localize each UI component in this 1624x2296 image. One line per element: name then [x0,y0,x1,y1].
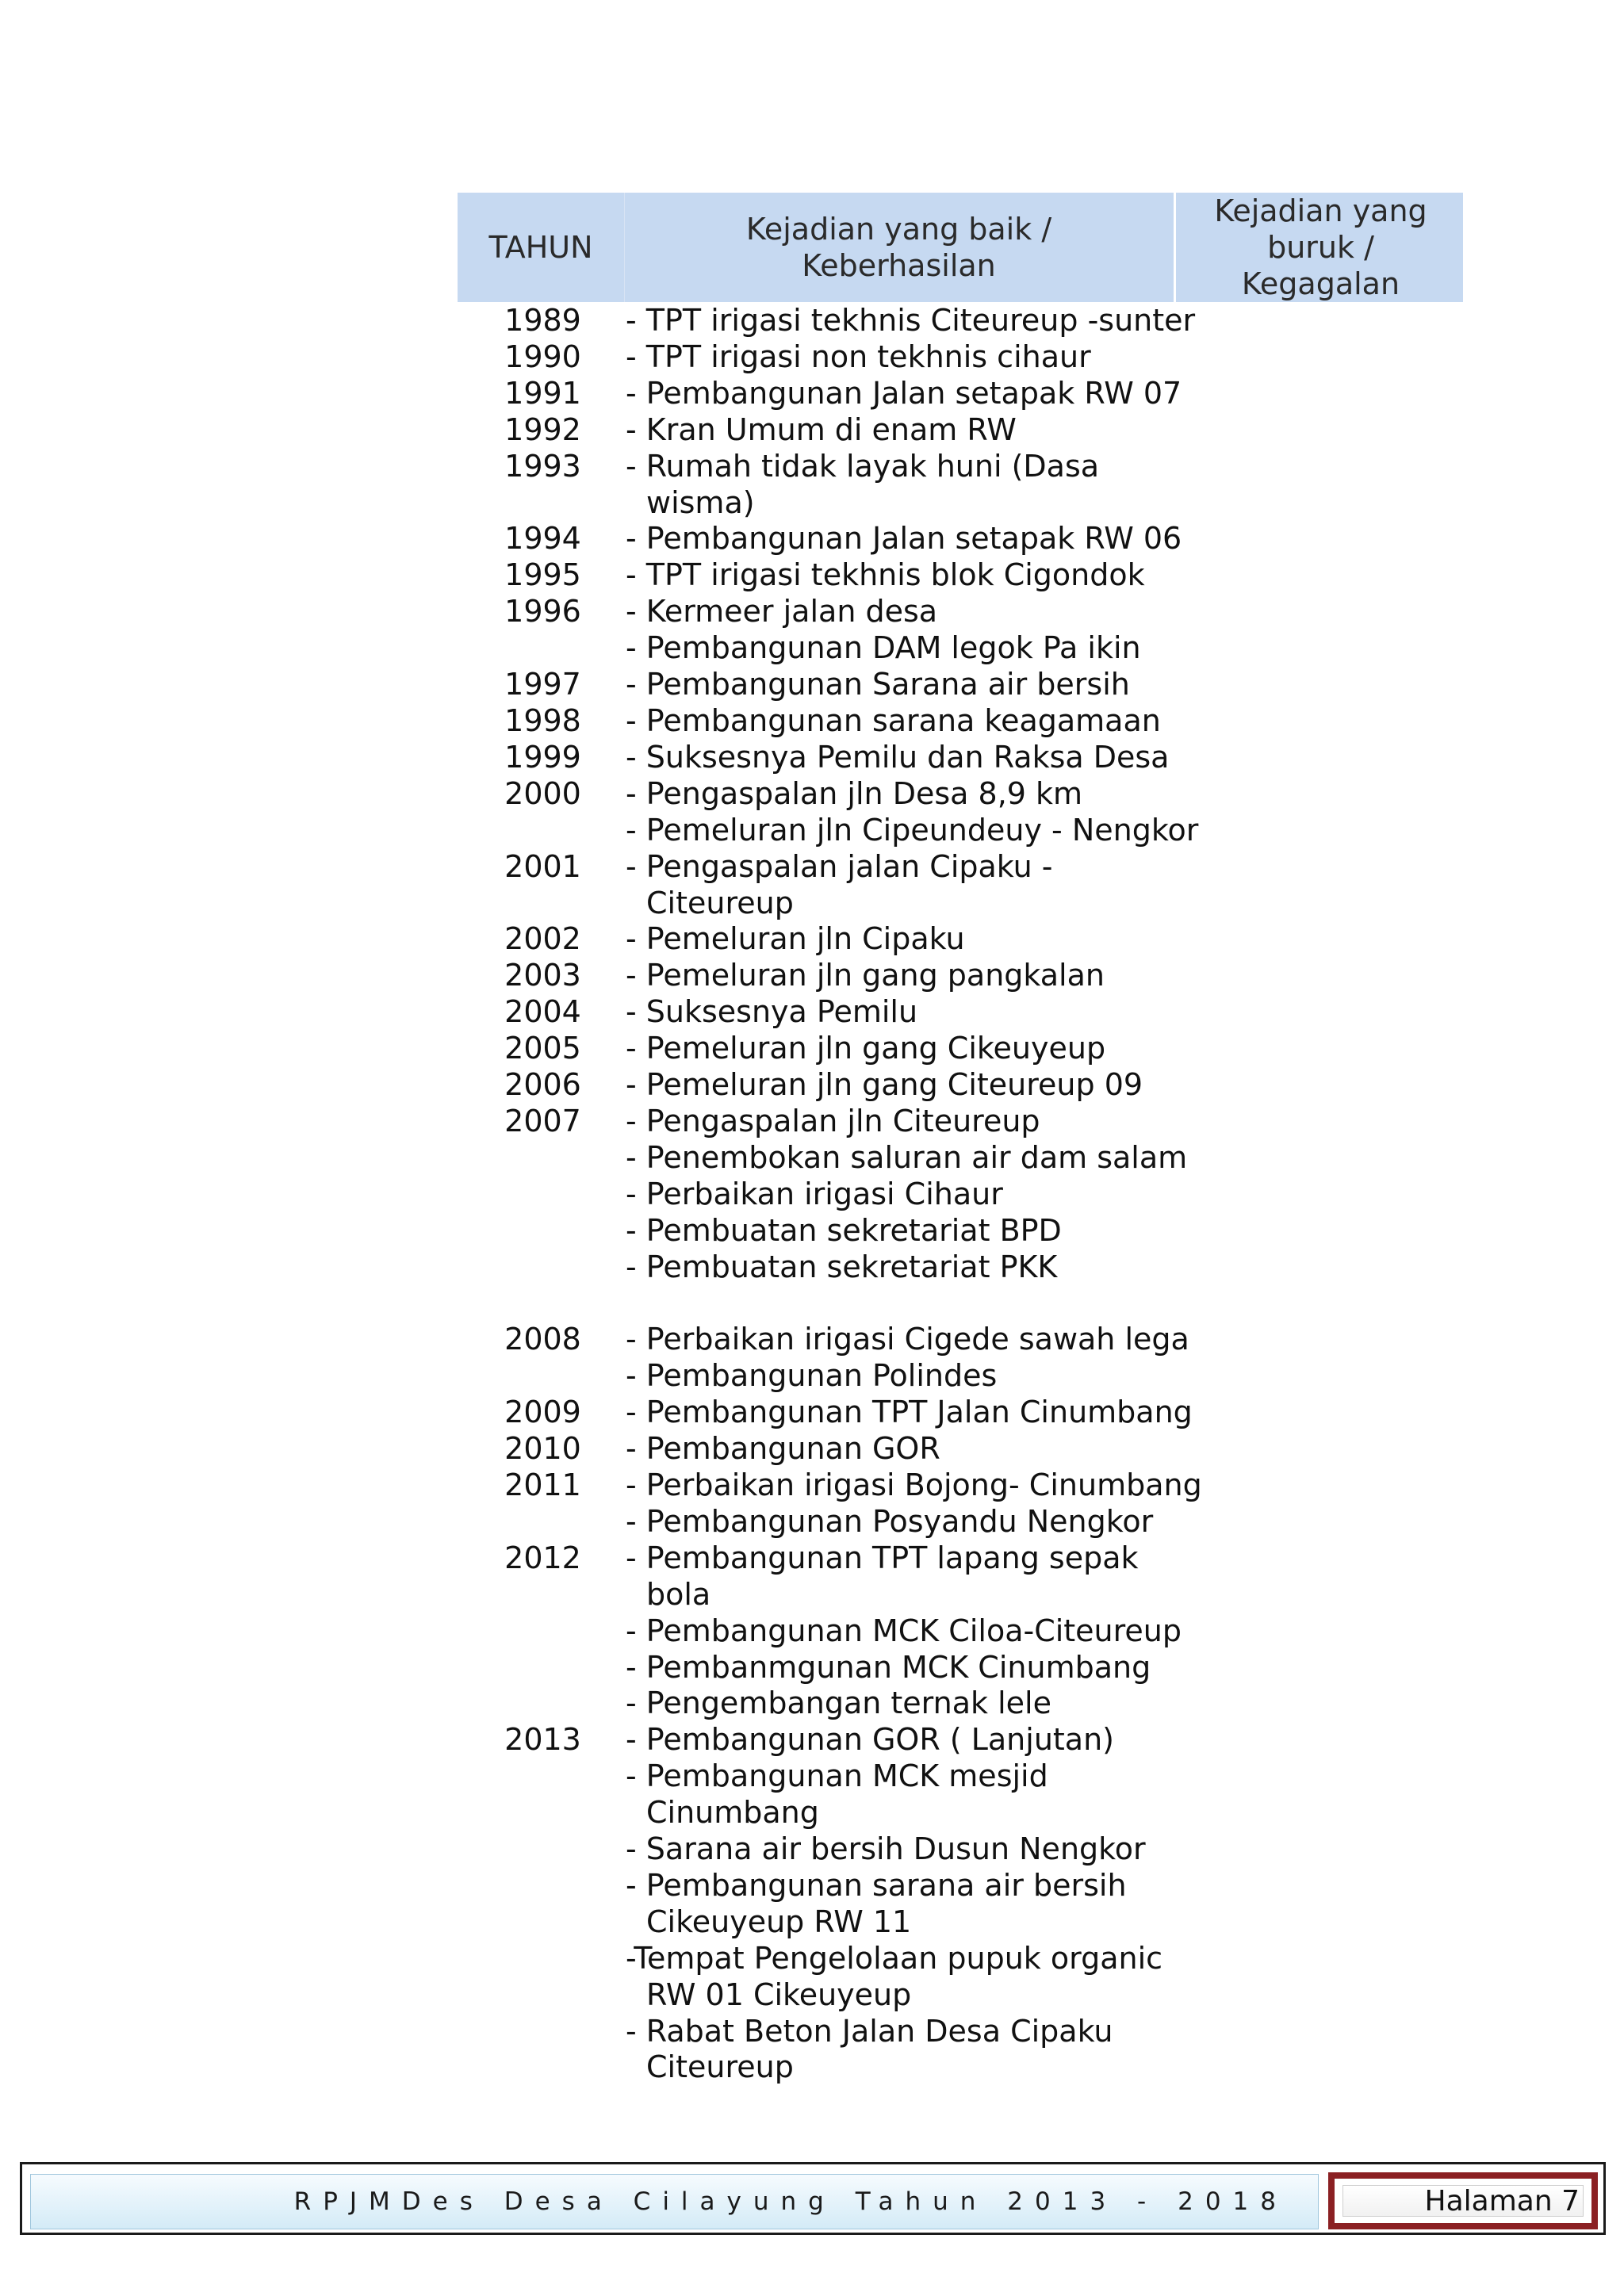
event-cell: - Pembangunan Jalan setapak RW 07 [626,375,1182,411]
document-title: RPJMDes Desa Cilayung Tahun 2013 - 2018 [30,2174,1319,2229]
event-cell: - Kran Umum di enam RW [626,411,1017,447]
table-row [458,412,1251,449]
event-cell: - Pengaspalan jln Citeureup [626,1103,1040,1138]
event-cell: - Perbaikan irigasi Cihaur [626,1176,1003,1211]
table-row [458,1468,1251,1504]
table-row [458,1868,1251,1941]
table-row [458,449,1251,522]
table-row [458,1358,1251,1395]
table-row [458,1031,1251,1067]
event-cell: - Pembangunan TPT lapang sepak bola [626,1540,1139,1612]
table-row [458,376,1251,412]
table-row [458,1285,1251,1322]
event-cell: - Suksesnya Pemilu dan Raksa Desa [626,739,1170,775]
event-cell: - TPT irigasi tekhnis Citeureup -sunter [626,303,1196,338]
table-row [458,958,1251,994]
event-cell: - Pembangunan Posyandu Nengkor [626,1503,1154,1539]
event-cell: - Pemeluran jln gang Citeureup 09 [626,1067,1143,1103]
table-row [458,521,1251,557]
table-row [458,776,1251,813]
year-cell: 1989 [504,303,581,338]
table-row [458,1213,1251,1249]
year-cell: 2004 [504,994,581,1030]
year-cell: 1996 [504,594,581,629]
table-row [458,2014,1251,2087]
event-cell: - Pembuatan sekretariat PKK [626,1249,1058,1284]
table-row [458,557,1251,594]
table-row [458,1104,1251,1140]
year-cell: 1993 [504,448,581,484]
year-cell: 2005 [504,1031,581,1066]
event-cell: - Rumah tidak layak huni (Dasa wisma) [626,448,1100,520]
table-row [458,703,1251,740]
year-cell: 2009 [504,1395,581,1430]
table-header [458,193,1463,302]
event-cell: - Pembangunan MCK Ciloa-Citeureup [626,1613,1182,1648]
year-cell: 1997 [504,667,581,702]
table-row [458,1686,1251,1722]
year-cell: 2002 [504,921,581,957]
table-row [458,1067,1251,1104]
event-cell: - Perbaikan irigasi Cigede sawah lega [626,1322,1189,1357]
year-cell: 2013 [504,1722,581,1758]
event-cell [458,1285,1251,1322]
year-cell: 2010 [504,1431,581,1467]
event-cell: - Pengaspalan jalan Cipaku - Citeureup [626,848,1053,920]
table-row [458,1249,1251,1286]
year-cell: 2006 [504,1067,581,1103]
event-cell: - Pembangunan DAM legok Pa ikin [626,630,1141,666]
year-cell: 2000 [504,775,581,811]
year-cell: 1991 [504,375,581,411]
event-cell: - Pemeluran jln Cipeundeuy - Nengkor [626,812,1199,848]
event-cell: - Pemeluran jln gang Cikeuyeup [626,1031,1106,1066]
event-cell: - Rabat Beton Jalan Desa Cipaku Citeureup [626,2013,1113,2085]
table-row [458,1758,1251,1831]
table-row [458,594,1251,630]
year-cell: 2003 [504,958,581,993]
table-row [458,1504,1251,1540]
table-row [458,1650,1251,1686]
year-cell: 2012 [504,1540,581,1575]
table-row [458,1431,1251,1468]
event-cell: - Pembuatan sekretariat BPD [626,1212,1062,1248]
year-cell: 1990 [504,339,581,374]
event-cell: - Pembangunan sarana air bersih Cikeuyeup RW 11 [626,1867,1127,1939]
table-row [458,667,1251,703]
event-cell: - Pembangunan MCK mesjid Cinumbang [626,1758,1048,1831]
table-row [458,1941,1251,2014]
table-row [458,303,1251,339]
table-row [458,1722,1251,1758]
event-cell: - Pengembangan ternak lele [626,1686,1051,1721]
year-cell: 1998 [504,702,581,738]
event-cell: -Tempat Pengelolaan pupuk organic RW 01 Cikeuyeup [626,1940,1163,2012]
header-bad-events: Kejadian yang buruk / Kegagalan [1174,193,1465,302]
year-cell: 2001 [504,848,581,884]
table-row [458,921,1251,958]
year-cell: 2011 [504,1467,581,1502]
header-year: TAHUN [458,193,625,302]
table-row [458,849,1251,922]
page-number-box [1328,2172,1598,2229]
year-cell: 1994 [504,521,581,557]
year-cell: 1999 [504,739,581,775]
event-cell: - Pembangunan TPT Jalan Cinumbang [626,1395,1193,1430]
table-row [458,813,1251,849]
table-row [458,1613,1251,1650]
event-cell: - Pemeluran jln gang pangkalan [626,958,1105,993]
event-cell: - Pembanmgunan MCK Cinumbang [626,1649,1151,1685]
page-number: Halaman 7 [1342,2185,1584,2217]
event-cell: - Pembangunan sarana keagamaan [626,702,1161,738]
header-good-events: Kejadian yang baik / Keberhasilan [745,212,1052,283]
year-cell: 2007 [504,1103,581,1138]
year-cell: 1992 [504,411,581,447]
event-cell: - TPT irigasi non tekhnis cihaur [626,339,1091,374]
event-cell: - Pembangunan GOR [626,1431,940,1467]
event-cell: - Kermeer jalan desa [626,594,938,629]
event-cell: - Pembangunan Polindes [626,1358,998,1394]
table-row [458,1395,1251,1431]
event-cell: - Suksesnya Pemilu [626,994,918,1030]
table-row [458,1540,1251,1613]
event-cell: - Pembangunan Jalan setapak RW 06 [626,521,1182,557]
table-row [458,339,1251,376]
table-body [458,303,1251,2086]
event-cell: - TPT irigasi tekhnis blok Cigondok [626,557,1145,593]
table-row [458,1177,1251,1213]
table-row [458,994,1251,1031]
table-row [458,1322,1251,1358]
table-row [458,1140,1251,1177]
event-cell: - Perbaikan irigasi Bojong- Cinumbang [626,1467,1202,1502]
page-footer [20,2162,1606,2235]
year-cell: 2008 [504,1322,581,1357]
event-cell: - Pemeluran jln Cipaku [626,921,965,957]
year-cell: 1995 [504,557,581,593]
event-cell: - Penembokan saluran air dam salam [626,1139,1188,1175]
event-cell: - Sarana air bersih Dusun Nengkor [626,1831,1146,1867]
table-row [458,740,1251,776]
event-cell: - Pengaspalan jln Desa 8,9 km [626,775,1083,811]
table-row [458,1831,1251,1868]
table-row [458,630,1251,667]
event-cell: - Pembangunan Sarana air bersih [626,667,1130,702]
event-cell: - Pembangunan GOR ( Lanjutan) [626,1722,1114,1758]
